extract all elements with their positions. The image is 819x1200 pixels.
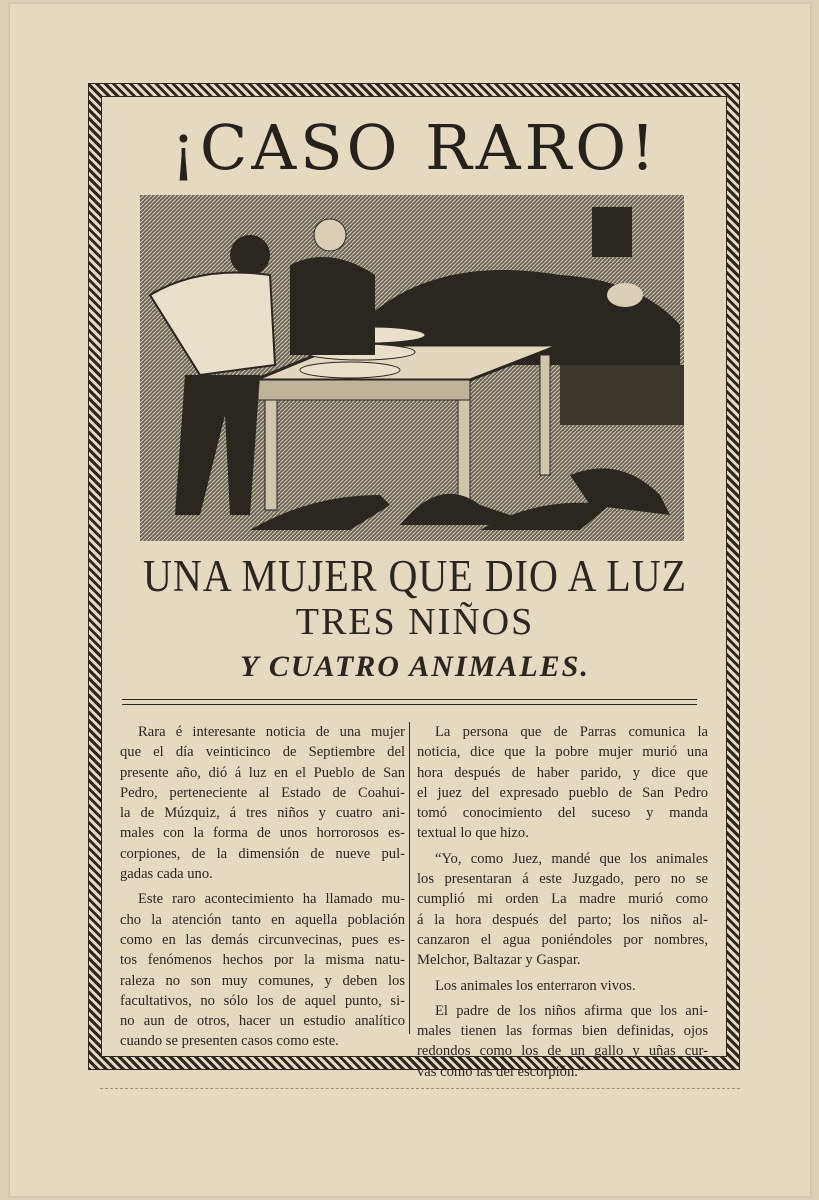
text-line: males tienen las formas bien definidas, ojos — [417, 1023, 708, 1040]
text-line: “Yo, como Juez, mandé que los animales — [435, 850, 708, 867]
text-line: Los animales los enterraron vivos. — [435, 977, 636, 994]
column-divider — [409, 722, 410, 1034]
headline-line-3: Y CUATRO ANIMALES. — [240, 650, 590, 683]
text-line: canzaron el agua poniéndoles por nombres, — [417, 931, 708, 948]
text-line: vas como las del escorpión.” — [417, 1063, 585, 1080]
text-line: males con la forma de unos horrorosos es- — [120, 825, 405, 842]
text-line: como en las demás circunvecinas, pues es- — [120, 931, 405, 948]
text-line: redondos como los de un gallo y uñas cur- — [417, 1043, 708, 1060]
paragraph — [417, 976, 708, 996]
text-line: La persona que de Parras comunica la — [435, 724, 708, 740]
text-line: cumplió mi orden La madre murió como — [417, 891, 708, 908]
paragraph — [417, 722, 708, 844]
text-line: á la hora después del parto; los niños al- — [417, 911, 708, 928]
text-line: noticia, dice que la pobre mujer murió una — [417, 744, 708, 761]
window — [592, 207, 632, 257]
text-line: la de Múzquiz, á tres niños y cuatro ani- — [120, 805, 405, 822]
article-column-left — [120, 722, 405, 1057]
paragraph — [417, 1001, 708, 1082]
text-line: el juez del expresado pueblo de San Pedro — [417, 784, 708, 801]
text-line: Pedro, perteneciente al Estado de Coahui- — [120, 784, 405, 801]
headline-rule-bottom — [122, 704, 697, 705]
text-line: cho la atención tanto en aquella población — [120, 911, 405, 928]
text-line: Melchor, Baltazar y Gaspar. — [417, 952, 581, 969]
text-line: tos fenómenos hechos por la misma natu- — [120, 952, 405, 969]
text-line: tomó conocimiento del suceso y manda — [417, 805, 708, 822]
text-line: gadas cada uno. — [120, 866, 213, 883]
headline-line-2: TRES NIÑOS — [295, 601, 535, 643]
text-line: corpiones, de la dimensión de nueve pul- — [120, 845, 405, 862]
text-line: facultativos, no sólo los de aquel punto, si- — [120, 992, 405, 1009]
text-line: textual lo que hizo. — [417, 825, 529, 842]
woodcut-illustration — [140, 195, 684, 541]
text-line: Rara é interesante noticia de una mujer — [138, 724, 405, 740]
woman-face — [607, 283, 643, 307]
text-line: raleza no son muy comunes, y deben los — [120, 972, 405, 989]
text-line: cuando se presenten casos como este. — [120, 1033, 339, 1050]
headline-rule-top — [122, 699, 697, 700]
article-column-right — [417, 722, 708, 1087]
text-line: presente año, dió á luz en el Pueblo de San — [120, 764, 405, 781]
paragraph — [120, 722, 405, 884]
paragraph — [120, 889, 405, 1051]
text-line: no aun de otros, hacer un estudio analítico — [120, 1013, 405, 1030]
page-title: ¡CASO RARO! — [170, 111, 660, 184]
text-line: que el día veinticinco de Septiembre del — [120, 744, 405, 761]
text-line: Este raro acontecimiento ha llamado mu- — [138, 891, 405, 908]
headline-line-1: UNA MUJER QUE DIO A LUZ — [142, 549, 688, 602]
text-line: hora después de haber parido, y dice que — [417, 764, 708, 781]
paragraph — [417, 849, 708, 971]
text-line: El padre de los niños afirma que los ani- — [435, 1002, 708, 1019]
bottom-rule — [100, 1088, 740, 1089]
text-line: los presentaran á este Juzgado, pero no se — [417, 871, 708, 888]
